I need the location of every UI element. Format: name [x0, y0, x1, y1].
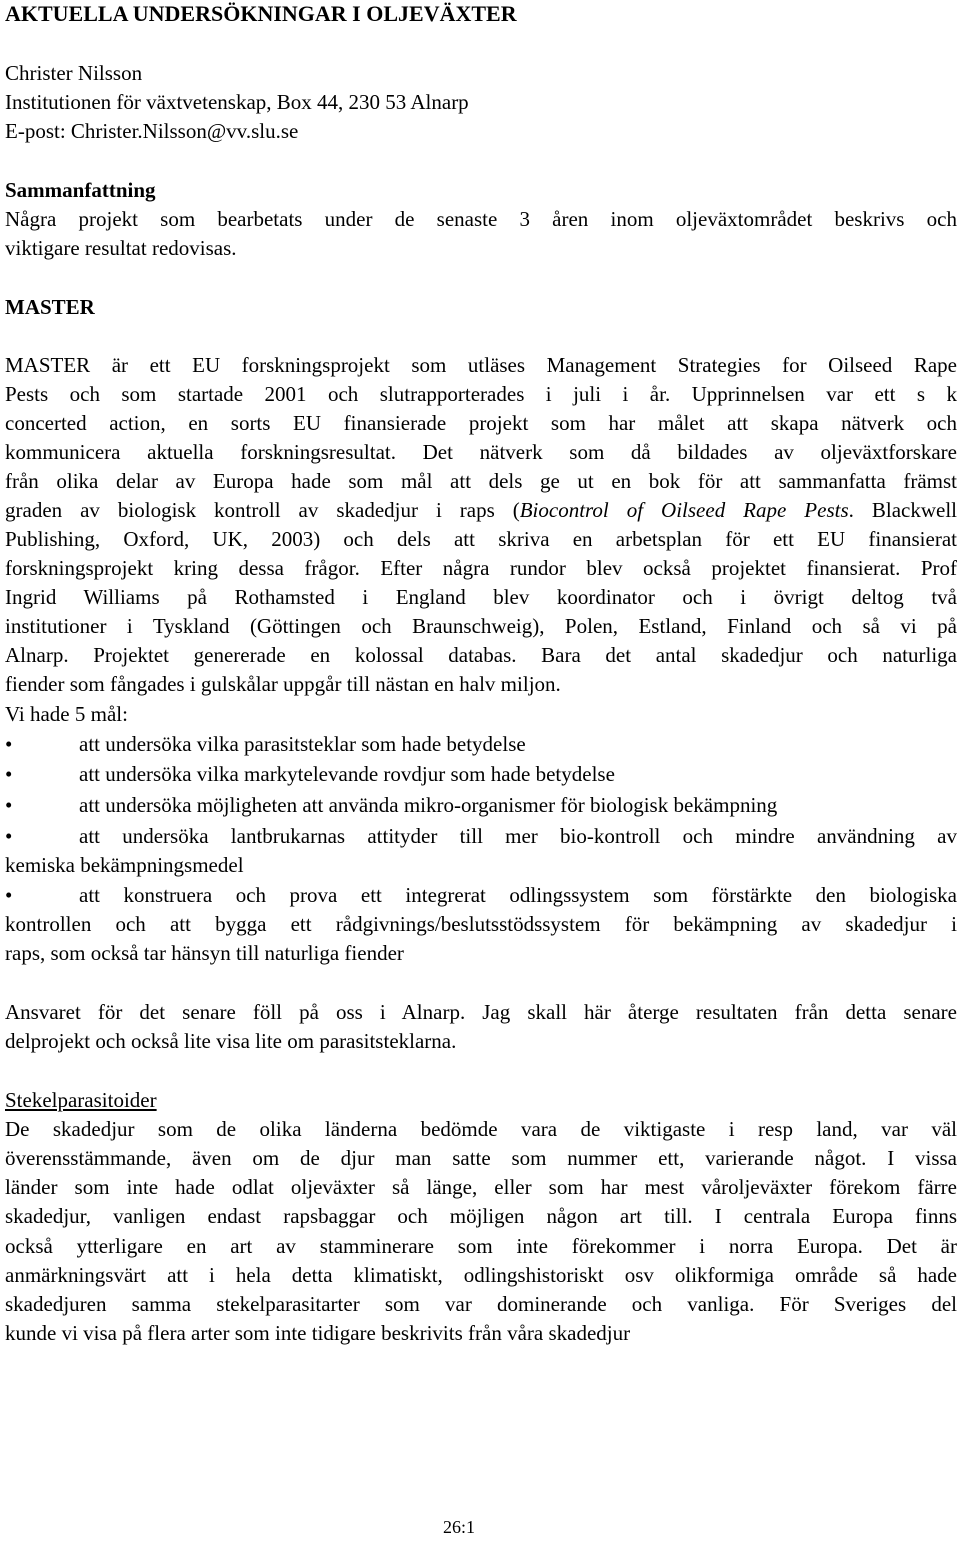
page-number: 26:1: [443, 1517, 476, 1537]
master-paragraph-line: Ingrid Williams på Rothamsted i England blev koordinator och i övrigt deltog två: [5, 585, 957, 609]
master-paragraph-line: Alnarp. Projektet genererade en kolossal databas. Bara det antal skadedjur och naturliga: [5, 643, 957, 667]
goal-item-continuation: kontrollen och att bygga ett rådgivnings/beslutsstödssystem för bekämpning av skadedjur i: [5, 912, 957, 936]
master-paragraph-line: institutioner i Tyskland (Göttingen och Braunschweig), Polen, Estland, Finland och så vi på: [5, 614, 957, 638]
master-paragraph-line: fiender som fångades i gulskålar uppgår till nästan en halv miljon.: [5, 672, 561, 696]
closing-line: delprojekt och också lite visa lite om parasitsteklarna.: [5, 1029, 457, 1053]
parasitoids-heading: Stekelparasitoider: [5, 1088, 157, 1112]
goals-intro: Vi hade 5 mål:: [5, 702, 128, 726]
summary-heading: Sammanfattning: [5, 178, 156, 202]
master-paragraph-line: Pests och som startade 2001 och slutrapporterades i juli i år. Upprinnelsen var ett s k: [5, 382, 957, 406]
master-line-part: . Blackwell: [848, 498, 958, 522]
parasitoids-line: överensstämmande, även om de djur man satte som nummer ett, varierande något. I vissa: [5, 1146, 957, 1170]
master-paragraph-line: Publishing, Oxford, UK, 2003) och dels att skriva en arbetsplan för ett EU finansierat: [5, 527, 957, 551]
bullet-icon: •: [5, 824, 13, 848]
master-paragraph-line: MASTER är ett EU forskningsprojekt som utläses Management Strategies for Oilseed Rape: [5, 353, 957, 377]
parasitoids-line: skadedjuren samma stekelparasitarter som var dominerande och vanliga. För Sveriges del: [5, 1292, 957, 1316]
parasitoids-line: också ytterligare en art av stamminerare som inte förekommer i norra Europa. Det är: [5, 1234, 957, 1258]
parasitoids-line: kunde vi visa på flera arter som inte tidigare beskrivits från våra skadedjur: [5, 1321, 631, 1345]
summary-line: viktigare resultat redovisas.: [5, 236, 237, 260]
bullet-icon: •: [5, 793, 13, 817]
document-title: AKTUELLA UNDERSÖKNINGAR I OLJEVÄXTER: [5, 1, 517, 26]
master-paragraph-line: från olika delar av Europa hade som mål att dels ge ut en bok för att sammanfatta främst: [5, 469, 957, 493]
bullet-icon: •: [5, 732, 13, 756]
bullet-icon: •: [5, 883, 13, 907]
master-paragraph-line: kommunicera aktuella forskningsresultat. Det nätverk som då bildades av oljeväxtforskare: [5, 440, 957, 464]
goal-item-continuation: kemiska bekämpningsmedel: [5, 853, 244, 877]
parasitoids-line: De skadedjur som de olika länderna bedömde vara de viktigaste i resp land, var väl: [5, 1117, 957, 1141]
master-paragraph-line: [5, 496, 957, 524]
author-email: E-post: Christer.Nilsson@vv.slu.se: [5, 119, 299, 143]
book-title: Biocontrol of Oilseed Rape Pests: [519, 498, 849, 522]
author-institution: Institutionen för växtvetenskap, Box 44, 230 53 Alnarp: [5, 90, 469, 114]
master-paragraph-line: concerted action, en sorts EU finansierade projekt som har målet att skapa nätverk och: [5, 411, 957, 435]
summary-line: Några projekt som bearbetats under de senaste 3 åren inom oljeväxtområdet beskrivs och: [5, 207, 957, 231]
author-name: Christer Nilsson: [5, 61, 143, 85]
closing-line: Ansvaret för det senare föll på oss i Alnarp. Jag skall här återge resultaten från detta senare: [5, 1000, 957, 1024]
parasitoids-line: länder som inte hade odlat oljeväxter så länge, eller som har mest våroljeväxter förekom färre: [5, 1175, 957, 1199]
master-line-part: graden av biologisk kontroll av skadedjur i raps (: [5, 498, 520, 522]
master-heading: MASTER: [5, 295, 95, 319]
bullet-icon: •: [5, 762, 13, 786]
parasitoids-line: skadedjur, vanligen endast rapsbaggar och möjligen någon art till. I centrala Europa finns: [5, 1204, 957, 1228]
goal-item-continuation: raps, som också tar hänsyn till naturliga fiender: [5, 941, 404, 965]
parasitoids-line: anmärkningsvärt att i hela detta klimatiskt, odlingshistoriskt osv olikformiga område så hade: [5, 1263, 957, 1287]
master-paragraph-line: forskningsprojekt kring dessa frågor. Efter några rundor blev också projektet finansierat. Prof: [5, 556, 957, 580]
